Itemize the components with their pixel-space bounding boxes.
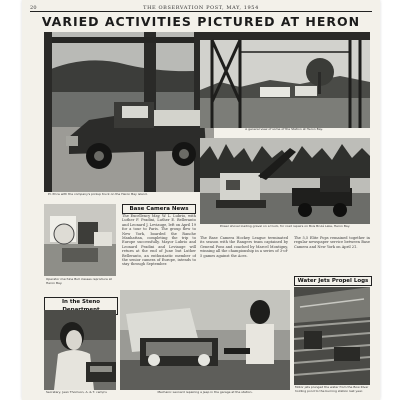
caption-stenotype: Operator machine Bull classes reproduce at Heron Bay. (46, 277, 112, 285)
photo-pickup-truck (44, 32, 214, 192)
paragraph-right: The 5,5 Elite Pops remained together in regular newspaper service between Base Camera and New York on April 21. (294, 236, 370, 249)
caption-typist: Secretary, Jean Thomson, A. & T. cemp's (46, 390, 107, 394)
section-steno-department: In the Steno (44, 297, 118, 315)
photo-typist (44, 310, 116, 390)
caption-water-jets: Motor jets plunged the water from the Bow River holding pond to the burning station last year. (295, 385, 369, 393)
typist-image (44, 310, 116, 390)
paragraph-middle: The Base Camera Hockey League terminated its season with the Rangers team captained by General Pons and coached by Marcel Montigny, winning all the championship in a series of 3-of-5 games against the Aces. (200, 236, 288, 258)
water-jets-image (294, 287, 370, 385)
page-number: 20 (30, 5, 37, 11)
power-shovel-image (200, 138, 370, 224)
photo-power-shovel (200, 138, 370, 224)
masthead-rule (30, 11, 372, 12)
photo-stenotype (44, 204, 116, 276)
stenotype-image (44, 204, 116, 276)
station-image (200, 32, 370, 128)
column-left-text (122, 214, 196, 286)
photo-jeep (120, 290, 290, 390)
photo-station (200, 32, 370, 128)
paragraph-left: The Excellency May, W. L. Lubrio, with Luther F. Pradini, Luther E. Belleranto and Leonard J. Leviauge, left on April 19 for a tour to Paris. The group flew to New York, boarded the Ranche Manhattan, completing the trip to Europe successfully. Mayor Lubrio and Leonard Pradini and Leviauge will return at the end of June but Luther Belleranto, an enthusiastic member of the senior camera of Europe, intends to stay through September. (122, 214, 196, 267)
caption-power-shovel: Power shovel loading gravel on a truck, for road repairs on Bois Brulé Lake, Heron Bay. (219, 224, 351, 228)
caption-pickup-truck: Pl. Price with the company's pickup truck on the Heron Bay island. (48, 192, 148, 196)
caption-jeep: Mechanic Leonard repairing a Jeep in the garage at the station. (157, 390, 253, 394)
column-right-text (294, 236, 370, 276)
caption-station: A general view of some of the Station at Heron Bay. (245, 127, 323, 131)
section-water-jets: Water Jets Propel Logs (294, 276, 372, 286)
pickup-truck-image (44, 32, 214, 192)
photo-water-jets (294, 287, 370, 385)
masthead-title: THE OBSERVATION POST, MAY, 1954 (143, 5, 259, 11)
newspaper-page (22, 0, 380, 400)
page-headline: VARIED ACTIVITIES PICTURED AT HERON (41, 14, 361, 29)
column-middle-text (200, 236, 288, 288)
section-base-camera-news: Base Camera News (122, 204, 196, 214)
jeep-image (120, 290, 290, 390)
